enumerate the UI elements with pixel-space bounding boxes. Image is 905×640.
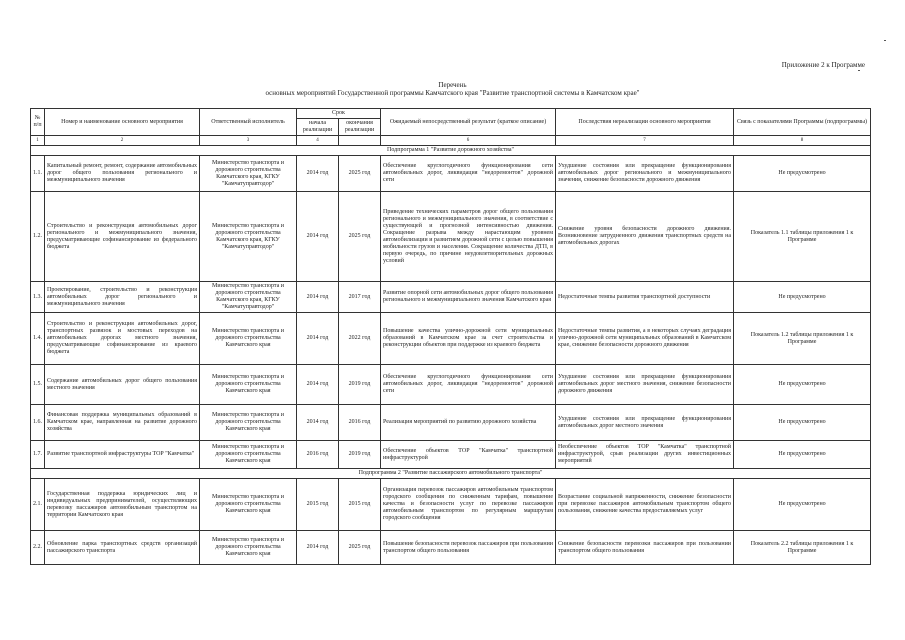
header-num: № п/п — [31, 109, 45, 136]
header-start: начала реализации — [297, 119, 339, 136]
row-consequences: Снижение безопасности перевозки пассажиров при пользовании транспортом общего пользования — [556, 531, 734, 565]
row-num: 1.7. — [31, 441, 45, 469]
row-end: 2017 год — [339, 282, 381, 313]
row-name: Обновление парка транспортных средств организаций пассажирского транспорта — [45, 531, 200, 565]
column-number — [339, 136, 381, 146]
table-row — [31, 365, 871, 405]
row-result: Повышение безопасности перевозок пассажиров при пользовании транспортом общего пользования — [381, 531, 556, 565]
header-term: Срок — [297, 109, 381, 119]
row-consequences: Ухудшение состояния или прекращение функционирования автомобильных дорог регионального и межмуниципального значения, снижение безопасности дорожного движения — [556, 156, 734, 192]
appendix-note: Приложение 2 к Программе — [781, 61, 865, 69]
row-start: 2014 год — [297, 365, 339, 405]
row-end: 2022 год — [339, 313, 381, 365]
table-row — [31, 313, 871, 365]
row-name: Финансовая поддержка муниципальных образований в Камчатском крае, направленная на развитие дорожного хозяйства — [45, 405, 200, 441]
row-num: 2.2. — [31, 531, 45, 565]
row-result: Приведение технических параметров дорог общего пользования регионального и межмуниципального значения, в соответствие с существующей и прогнозной интенсивностью движения. Сокращение разрыва между нарастающим уровнем автомобилизации и развитием дорожной сети с целью повышения мобильности грузов и населения. Сокращение количества ДТП, в первую очередь, по причине неудовлетворительных дорожных условий — [381, 192, 556, 282]
row-link: Не предусмотрено — [734, 441, 871, 469]
row-name: Государственная поддержка юридических лиц и индивидуальных предпринимателей, осуществляющих перевозку пассажиров автомобильным транспортом на территории Камчатского края — [45, 479, 200, 531]
table-row — [31, 156, 871, 192]
row-name: Капитальный ремонт, ремонт, содержание автомобильных дорог общего пользования регионального и межмуниципального значения — [45, 156, 200, 192]
row-result: Обеспечение объектов ТОР "Камчатка" транспортной инфраструктурой — [381, 441, 556, 469]
row-executor: Министерство транспорта и дорожного строительства Камчатского края — [200, 365, 297, 405]
header-row — [31, 109, 871, 119]
row-consequences: Снижение уровня безопасности дорожного движения. Возникновение затрудненного движения транспортных средств на автомобильных дорогах — [556, 192, 734, 282]
row-link: Показатель 1.1 таблицы приложения 1 к Программе — [734, 192, 871, 282]
row-executor: Министерство транспорта и дорожного строительства Камчатского края, КГКУ "Камчатуправтодор" — [200, 156, 297, 192]
row-num: 1.5. — [31, 365, 45, 405]
row-start: 2014 год — [297, 405, 339, 441]
row-executor: Министерство транспорта и дорожного строительства Камчатского края, КГКУ "Камчатуправтодор" — [200, 282, 297, 313]
row-executor: Министерство транспорта и дорожного строительства Камчатского края — [200, 313, 297, 365]
scan-speck — [884, 40, 886, 41]
row-end: 2015 год — [339, 479, 381, 531]
row-start: 2014 год — [297, 282, 339, 313]
row-start: 2016 год — [297, 441, 339, 469]
row-num: 1.6. — [31, 405, 45, 441]
column-number: 2 — [45, 136, 200, 146]
document-subtitle: основных мероприятий Государственной программы Камчатского края "Развитие транспортной системы в Камчатском крае" — [265, 89, 640, 97]
row-link: Не предусмотрено — [734, 479, 871, 531]
row-end: 2025 год — [339, 531, 381, 565]
row-end: 2019 год — [339, 365, 381, 405]
table-row — [31, 192, 871, 282]
row-consequences: Недостаточные темпы развития, а в некоторых случаях деградация улично-дорожной сети муниципальных образований в Камчатском крае, снижение безопасности дорожного движения — [556, 313, 734, 365]
row-consequences: Недостаточные темпы развития транспортной доступности — [556, 282, 734, 313]
row-link: Не предусмотрено — [734, 365, 871, 405]
column-number: 6 — [381, 136, 556, 146]
table-row — [31, 441, 871, 469]
row-start: 2014 год — [297, 156, 339, 192]
row-name: Содержание автомобильных дорог общего пользования местного значения — [45, 365, 200, 405]
table-row — [31, 405, 871, 441]
header-consequences: Последствия нереализации основного мероприятия — [556, 109, 734, 136]
row-executor: Министерство транспорта и дорожного строительства Камчатского края, КГКУ "Камчатуправтодор" — [200, 192, 297, 282]
header-end: окончания реализации — [339, 119, 381, 136]
row-name: Развитие транспортной инфраструктуры ТОР "Камчатка" — [45, 441, 200, 469]
row-executor: Министерство транспорта и дорожного строительства Камчатского края — [200, 405, 297, 441]
table-row — [31, 479, 871, 531]
column-number: 8 — [734, 136, 871, 146]
row-executor: Министерство транспорта и дорожного строительства Камчатского края — [200, 441, 297, 469]
row-start: 2014 год — [297, 313, 339, 365]
row-link: Показатель 1.2 таблицы приложения 1 к Программе — [734, 313, 871, 365]
row-num: 1.2. — [31, 192, 45, 282]
header-name: Номер и наименование основного мероприятия — [45, 109, 200, 136]
row-executor: Министерство транспорта и дорожного строительства Камчатского края — [200, 531, 297, 565]
activities-table — [30, 108, 871, 565]
row-end: 2025 год — [339, 192, 381, 282]
row-start: 2014 год — [297, 192, 339, 282]
row-result: Развитие опорной сети автомобильных дорог общего пользования регионального и межмуниципального значения Камчатского края — [381, 282, 556, 313]
header-link: Связь с показателями Программы (подпрограммы) — [734, 109, 871, 136]
row-result: Реализация мероприятий по развитию дорожного хозяйства — [381, 405, 556, 441]
row-consequences: Ухудшение состояния или прекращение функционирования автомобильных дорог местного значения — [556, 405, 734, 441]
column-numbers-row — [31, 136, 871, 146]
row-end: 2019 год — [339, 441, 381, 469]
subprogram-2-title: Подпрограмма 2 "Развитие пассажирского автомобильного транспорта" — [31, 469, 871, 479]
row-consequences: Возрастание социальной напряженности, снижение безопасности при перевозке пассажиров автомобильным транспортом общего пользования, снижение качества предоставляемых услуг — [556, 479, 734, 531]
subprogram-1-title: Подпрограмма 1 "Развитие дорожного хозяйства" — [31, 146, 871, 156]
document-title: Перечень — [438, 81, 467, 89]
row-link: Не предусмотрено — [734, 156, 871, 192]
row-result: Обеспечение круглогодичного функционирования сети автомобильных дорог, ликвидация "недоремонтов" дорожной сети — [381, 365, 556, 405]
row-executor: Министерство транспорта и дорожного строительства Камчатского края — [200, 479, 297, 531]
column-number: 7 — [556, 136, 734, 146]
row-num: 1.3. — [31, 282, 45, 313]
row-consequences: Необеспечение объектов ТОР "Камчатка" транспортной инфраструктурой, срыв реализации других инвестиционных мероприятий — [556, 441, 734, 469]
row-link: Не предусмотрено — [734, 405, 871, 441]
header-executor: Ответственный исполнитель — [200, 109, 297, 136]
row-link: Показатель 2.2 таблицы приложения 1 к Программе — [734, 531, 871, 565]
column-number: 4 — [297, 136, 339, 146]
subprogram-row — [31, 146, 871, 156]
row-name: Строительство и реконструкция автомобильных дорог, транспортных развязок и мостовых переходов на автомобильных дорогах местного значения, предусматривающие софинансирование из краевого бюджета — [45, 313, 200, 365]
row-result: Организация перевозок пассажиров автомобильным транспортом городского сообщения по сниженным тарифам, повышение качества и безопасности услуг по перевозке пассажиров автомобильным транспортом по регулярным маршрутам городского сообщения — [381, 479, 556, 531]
row-result: Обеспечение круглогодичного функционирования сети автомобильных дорог, ликвидация "недоремонтов" дорожной сети — [381, 156, 556, 192]
row-result: Повышение качества улично-дорожной сети муниципальных образований в Камчатском крае за счет строительства и реконструкции объектов при поддержке из краевого бюджета — [381, 313, 556, 365]
row-name: Проектирование, строительство и реконструкция автомобильных дорог регионального и межмуниципального значения — [45, 282, 200, 313]
row-end: 2016 год — [339, 405, 381, 441]
row-consequences: Ухудшение состояния или прекращение функционирования автомобильных дорог местного значения, снижение безопасности дорожного движения — [556, 365, 734, 405]
row-end: 2025 год — [339, 156, 381, 192]
table-row — [31, 282, 871, 313]
column-number: 3 — [200, 136, 297, 146]
row-link: Не предусмотрено — [734, 282, 871, 313]
row-num: 1.1. — [31, 156, 45, 192]
row-name: Строительство и реконструкция автомобильных дорог регионального и межмуниципального значения, предусматривающие софинансирование из федерального бюджета — [45, 192, 200, 282]
scan-speck — [858, 70, 860, 71]
header-result: Ожидаемый непосредственный результат (краткое описание) — [381, 109, 556, 136]
row-num: 2.1. — [31, 479, 45, 531]
row-start: 2015 год — [297, 479, 339, 531]
table-row — [31, 531, 871, 565]
subprogram-row — [31, 469, 871, 479]
row-num: 1.4. — [31, 313, 45, 365]
row-start: 2014 год — [297, 531, 339, 565]
column-number: 1 — [31, 136, 45, 146]
